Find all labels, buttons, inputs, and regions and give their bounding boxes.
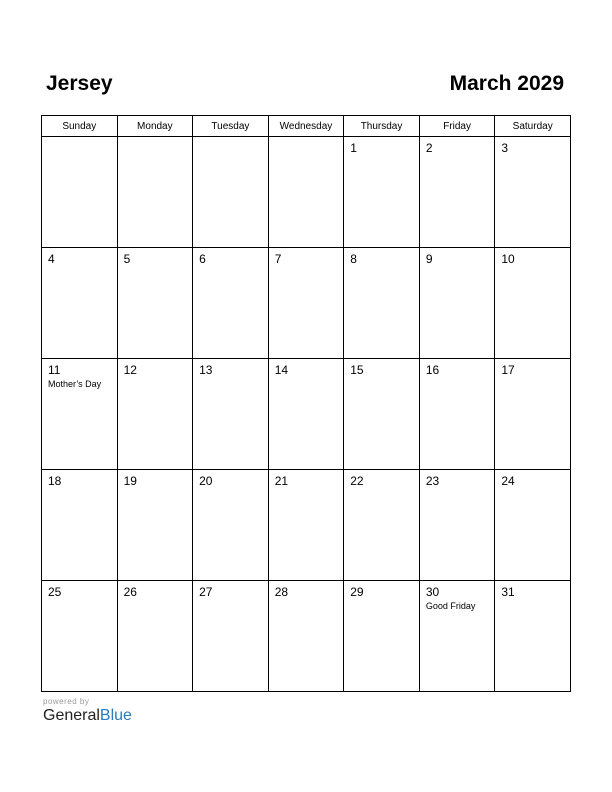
brand-blue: Blue bbox=[99, 707, 132, 724]
week-row bbox=[42, 137, 571, 248]
day-cell bbox=[42, 581, 118, 692]
day-cell bbox=[495, 137, 571, 248]
week-row bbox=[42, 248, 571, 359]
day-number: 7 bbox=[274, 252, 282, 266]
day-cell bbox=[268, 137, 344, 248]
day-number: 26 bbox=[123, 585, 137, 599]
day-number: 2 bbox=[425, 141, 433, 155]
region-title: Jersey bbox=[46, 72, 113, 95]
day-number: 13 bbox=[199, 363, 213, 377]
day-number: 21 bbox=[274, 474, 289, 488]
day-cell bbox=[268, 470, 344, 581]
weekday-header: Friday bbox=[419, 116, 495, 137]
day-number: 6 bbox=[199, 252, 206, 266]
day-number: 25 bbox=[48, 585, 62, 599]
day-cell bbox=[193, 470, 269, 581]
day-number: 22 bbox=[350, 474, 364, 488]
day-cell bbox=[419, 359, 495, 470]
week-row bbox=[42, 470, 571, 581]
weekday-header-row bbox=[42, 116, 571, 137]
day-number: 30 bbox=[425, 585, 440, 599]
day-number: 29 bbox=[350, 585, 364, 599]
week-row bbox=[42, 581, 571, 692]
weekday-header: Saturday bbox=[495, 116, 571, 137]
day-cell bbox=[117, 137, 193, 248]
day-cell bbox=[419, 581, 495, 692]
holiday-label: Good Friday bbox=[425, 601, 476, 611]
day-number: 4 bbox=[48, 252, 55, 266]
day-cell bbox=[193, 359, 269, 470]
day-number: 23 bbox=[425, 474, 440, 488]
day-number: 18 bbox=[48, 474, 62, 488]
day-cell bbox=[42, 359, 118, 470]
day-cell bbox=[42, 137, 118, 248]
weekday-header: Monday bbox=[117, 116, 193, 137]
day-number: 5 bbox=[123, 252, 131, 266]
calendar-grid bbox=[41, 115, 571, 692]
weekday-header: Wednesday bbox=[268, 116, 344, 137]
day-number: 14 bbox=[274, 363, 289, 377]
day-cell bbox=[42, 248, 118, 359]
day-cell bbox=[117, 581, 193, 692]
week-row bbox=[42, 359, 571, 470]
day-number: 31 bbox=[501, 585, 515, 599]
day-number: 19 bbox=[123, 474, 137, 488]
day-cell bbox=[268, 359, 344, 470]
day-cell bbox=[344, 248, 420, 359]
day-number: 11 bbox=[48, 363, 61, 377]
month-year-title: March 2029 bbox=[449, 72, 564, 95]
day-cell bbox=[495, 359, 571, 470]
day-cell bbox=[419, 248, 495, 359]
weekday-header: Sunday bbox=[42, 116, 118, 137]
day-cell bbox=[193, 248, 269, 359]
day-number: 1 bbox=[350, 141, 357, 155]
day-number: 27 bbox=[199, 585, 213, 599]
day-cell bbox=[495, 581, 571, 692]
day-cell bbox=[117, 359, 193, 470]
day-cell bbox=[268, 581, 344, 692]
day-cell bbox=[344, 137, 420, 248]
day-cell bbox=[42, 470, 118, 581]
day-cell bbox=[193, 137, 269, 248]
day-number: 15 bbox=[350, 363, 364, 377]
day-number: 10 bbox=[501, 252, 515, 266]
weekday-header: Tuesday bbox=[193, 116, 269, 137]
day-cell bbox=[495, 470, 571, 581]
day-number: 12 bbox=[123, 363, 137, 377]
holiday-label: Mother’s Day bbox=[48, 379, 102, 389]
day-cell bbox=[344, 470, 420, 581]
day-number: 8 bbox=[350, 252, 357, 266]
brand-general: General bbox=[43, 707, 100, 724]
day-cell bbox=[344, 581, 420, 692]
day-cell bbox=[495, 248, 571, 359]
day-cell bbox=[419, 470, 495, 581]
day-number: 16 bbox=[425, 363, 440, 377]
day-cell bbox=[193, 581, 269, 692]
day-cell bbox=[419, 137, 495, 248]
weekday-header: Thursday bbox=[344, 116, 420, 137]
day-number: 28 bbox=[274, 585, 289, 599]
day-number: 9 bbox=[425, 252, 433, 266]
powered-by-label: powered by bbox=[43, 697, 90, 706]
day-cell bbox=[117, 248, 193, 359]
day-number: 3 bbox=[501, 141, 509, 155]
brand-logo bbox=[43, 707, 132, 725]
day-number: 17 bbox=[501, 363, 515, 377]
day-cell bbox=[268, 248, 344, 359]
day-cell bbox=[117, 470, 193, 581]
day-cell bbox=[344, 359, 420, 470]
footer-branding bbox=[43, 697, 132, 725]
day-number: 24 bbox=[501, 474, 515, 488]
day-number: 20 bbox=[199, 474, 213, 488]
